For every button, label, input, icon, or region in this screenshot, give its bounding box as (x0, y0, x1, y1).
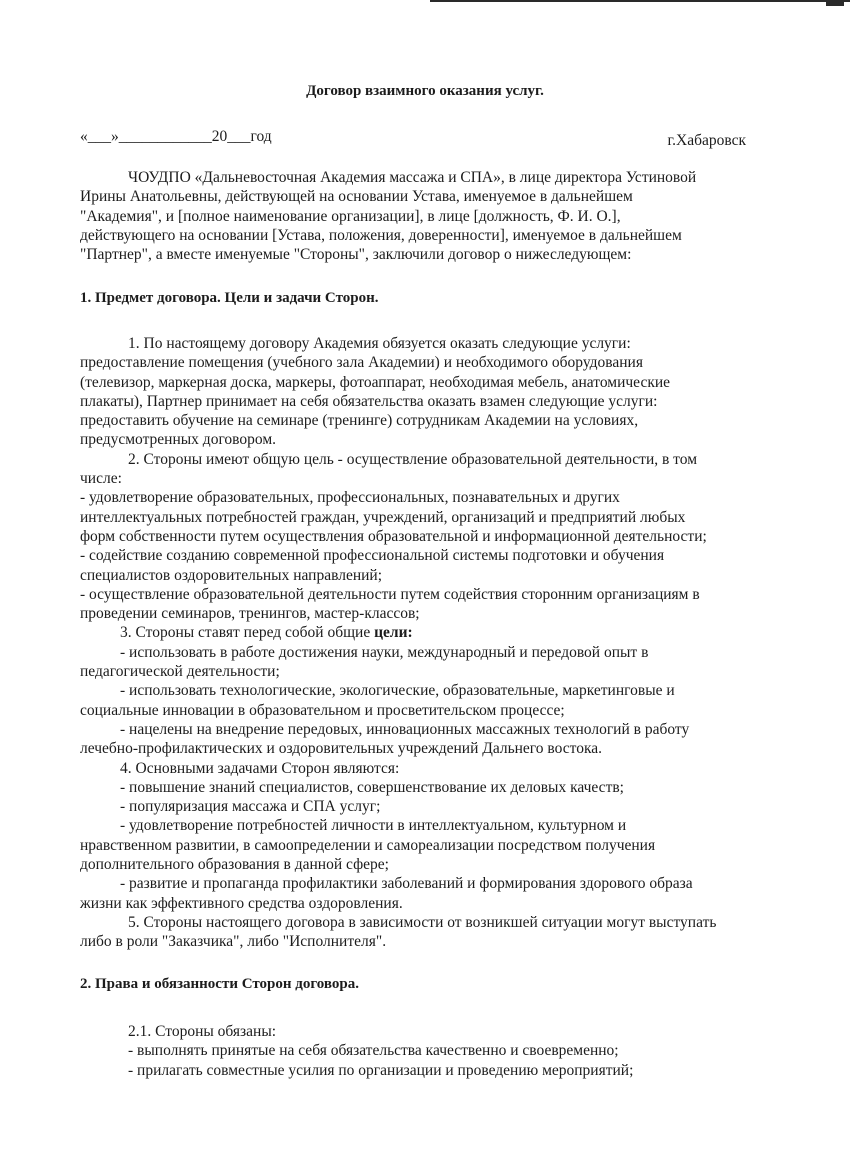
text-line: либо в роли "Заказчика", либо "Исполнителя". (80, 933, 387, 951)
text-line: - содействие созданию современной профессиональной системы подготовки и обучения (80, 547, 665, 565)
goals-intro: 3. Стороны ставят перед собой общие (120, 624, 375, 642)
intro-paragraph (80, 168, 770, 264)
text-line: 2.1. Стороны обязаны: (128, 1023, 277, 1040)
text-line: - нацелены на внедрение передовых, инновационных массажных технологий в работу (120, 720, 690, 738)
text-line: (телевизор, маркерная доска, маркеры, фотоаппарат, необходимая мебель, анатомические (80, 373, 671, 391)
section-1-body (80, 334, 770, 952)
text-line: - удовлетворение потребностей личности в интеллектуальном, культурном и (120, 817, 627, 835)
text-line: предоставление помещения (учебного зала Академии) и необходимого оборудования (80, 354, 643, 372)
text-line: лечебно-профилактических и оздоровительных учреждений Дальнего востока. (80, 740, 603, 758)
text-line: 2. Стороны имеют общую цель - осуществление образовательной деятельности, в том (128, 450, 698, 468)
text-line: 5. Стороны настоящего договора в зависимости от возникшей ситуации могут выступать (128, 913, 717, 931)
text-line: - повышение знаний специалистов, совершенствование их деловых качеств; (120, 778, 624, 796)
text-line: - использовать технологические, экологические, образовательные, маркетинговые и (120, 682, 675, 700)
text-line: проведении семинаров, тренингов, мастер-классов; (80, 605, 420, 623)
text-line: ЧОУДПО «Дальневосточная Академия массажа и СПА», в лице директора Устиновой (128, 169, 697, 186)
text-line: числе: (80, 470, 122, 488)
text-line: "Партнер", а вместе именуемые "Стороны", заключили договор о нижеследующем: (80, 246, 632, 264)
city: г.Хабаровск (667, 132, 746, 149)
text-line: 1. По настоящему договору Академия обязуется оказать следующие услуги: (128, 335, 631, 352)
text-line: специалистов оздоровительных направлений; (80, 566, 383, 584)
text-line: дополнительного образования в данной сфере; (80, 856, 389, 874)
text-line: жизни как эффективного средства оздоровления. (80, 894, 403, 912)
text-line: форм собственности путем осуществления образовательной и информационной деятельности; (80, 527, 707, 545)
text-line: педагогической деятельности; (80, 663, 280, 681)
text-line: действующего на основании [Устава, положения, доверенности], именуемое в дальнейшем (80, 226, 682, 244)
text-line: интеллектуальных потребностей граждан, учреждений, организаций и предприятий любых (80, 508, 686, 526)
text-line: предусмотренных договором. (80, 431, 277, 449)
scan-corner-mark (826, 0, 844, 6)
text-line: 4. Основными задачами Сторон являются: (120, 759, 400, 777)
text-line: - использовать в работе достижения науки, международный и передовой опыт в (120, 643, 649, 661)
text-line: предоставить обучение на семинаре (тренинге) сотрудникам Академии на условиях, (80, 412, 639, 430)
scan-border-line (430, 0, 850, 2)
goals-word: цели: (374, 624, 413, 642)
text-line: "Академия", и [полное наименование организации], в лице [должность, Ф. И. О.], (80, 207, 621, 225)
text-line: - популяризация массажа и СПА услуг; (120, 798, 381, 816)
date-line: «___»____________20___год (80, 128, 272, 145)
section-1-heading: 1. Предмет договора. Цели и задачи Сторон. (80, 290, 379, 306)
section-2-heading: 2. Права и обязанности Сторон договора. (80, 976, 360, 992)
text-line: плакаты), Партнер принимает на себя обязательства оказать взамен следующие услуги: (80, 392, 658, 410)
text-line: - выполнять принятые на себя обязательства качественно и своевременно; (128, 1042, 619, 1060)
text-line: социальные инновации в образовательном и просветительском процессе; (80, 701, 565, 719)
text-line: - осуществление образовательной деятельности путем содействия сторонним организациям в (80, 585, 700, 603)
text-line: Ирины Анатольевны, действующей на основании Устава, именуемое в дальнейшем (80, 188, 633, 206)
document-title: Договор взаимного оказания услуг. (306, 83, 544, 99)
text-line: нравственном развитии, в самоопределении и самореализации посредством получения (80, 836, 656, 854)
text-line: - развитие и пропаганда профилактики заболеваний и формирования здорового образа (120, 875, 693, 893)
text-line: - прилагать совместные усилия по организации и проведению мероприятий; (128, 1061, 634, 1079)
goals-line (80, 623, 770, 642)
text-line: - удовлетворение образовательных, профессиональных, познавательных и других (80, 489, 620, 507)
section-2-body (80, 1022, 770, 1080)
